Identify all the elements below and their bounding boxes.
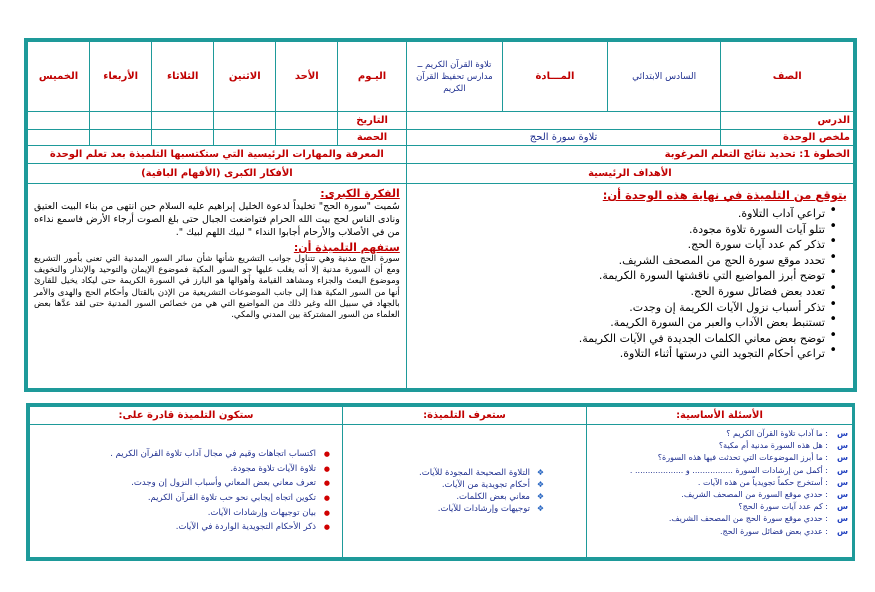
lesson-value [406,112,721,130]
question-marker: س [836,429,848,438]
subject-label: المـــادة [503,42,608,112]
knowledge-item: ❖ توجيهات وإرشادات للآيات. [349,503,544,515]
day-sun: الأحد [276,42,338,112]
day-thu: الخميس [28,42,90,112]
skill-item: ● اكتساب اتجاهات وقيم في مجال آداب تلاوة القرآن الكريم . [36,447,330,462]
day-label: اليـوم [338,42,406,112]
skill-item: ● تلاوة الآيات تلاوة مجودة. [36,462,330,477]
question-item [591,489,848,501]
big-idea-text: سُميت "سورة الحج" تخليداً لدعوة الخليل إبراهيم عليه السلام حين انتهى من بناء البيت العتيق ونادى الناس لحج بيت الله الحرام فتواضعت الجبال حتى بلغ الصوت أرجاء الأرض فاسمع نداءه من في الأصلاب والأرحام أجابوا النداء " لبيك اللهم لبيك ". [34,201,400,238]
question-marker: س [836,526,848,536]
question-marker: س [836,477,848,487]
question-marker: س [836,490,848,500]
objective-item: • تتلو آيات السورة تلاوة مجودة. [413,222,837,238]
skill-item: ● تكوين اتجاه إيجابي نحو حب تلاوة القرآن الكريم. [36,491,330,506]
objective-item: • تراعي أحكام التجويد التي درستها أثناء التلاوة. [413,346,837,362]
question-item [591,465,848,477]
plan-bottom-frame [26,403,855,561]
question-item [591,477,848,489]
objectives-cell [406,184,853,389]
questions-cell [587,425,853,558]
question-item [591,440,848,452]
plan-top-frame [24,38,857,392]
skills-cell [30,425,343,558]
question-marker: س [836,514,848,524]
question-text: : ما أبرز الموضوعات التي تحدثت فيها هذه السورة؟ [657,453,828,463]
knowledge-cell [343,425,587,558]
question-marker: س [836,465,848,475]
skills-list [36,447,336,535]
question-text: : عددي بعض فضائل سورة الحج. [720,526,828,536]
essential-questions-title: الأسئلة الأساسية: [587,407,853,425]
question-marker: س [836,502,848,512]
question-item [591,428,848,440]
day-wed: الأربعاء [90,42,152,112]
knowledge-item: ❖ معاني بعض الكلمات. [349,491,544,503]
question-item [591,452,848,464]
subject-value: تلاوة القرآن الكريم ــ مدارس تحفيظ القرآن الكريم [406,42,502,112]
skill-item: ● بيان توجيهات وإرشادات الآيات. [36,506,330,521]
objectives-list [413,206,847,362]
class-value: السادس الابتدائي [607,42,720,112]
unit-summary-label: ملخص الوحدة [721,130,854,146]
unit-summary-value: تلاوة سورة الحج [406,130,721,146]
class-label: الصف [721,42,854,112]
main-objectives-title: الأهداف الرئيسية [406,164,853,184]
big-idea-heading: الفكرة الكبرى: [320,187,400,200]
knowledge-list [349,467,580,515]
skill-item: ● تعرف معاني بعض المعاني وأسباب النزول إن وجدت. [36,476,330,491]
question-text: : أكمل من إرشادات السورة ................ و ................... . [629,465,828,475]
understand-text: سورة الحج مدنية وهي تتناول جوانب التشريع شأنها شأن سائر السور المدنية التي تعنى بأمور التشريع ومع أن السورة مدنية إلا أنه يغلب عليها جو السور المكية فموضوع الإيمان والتوحيد والإنذار والتخويف وموضوع البعث والجزاء ومشاهد القيامة وأهوالها هو البارز في السورة الكريمة حتى ليكاد يخيل للقارئ أنها من السور المكية هذا إلى جانب الموضوعات التشريعية من الإذن بالقتال وأحكام الحج والهدى والأمر بالجهاد في سبيل الله وغير ذلك من المواضيع التي هي من خصائص السور المدنية حتى لقد عدَّها بعض العلماء من السور المشتركة بين المدني والمكي. [34,254,400,321]
question-item [591,526,848,538]
knowledge-item: ❖ التلاوة الصحيحة المجودة للآيات. [349,467,544,479]
understand-heading: ستفهم التلميذة أن: [293,241,400,254]
objective-item: • تراعي آداب التلاوة. [413,206,837,222]
question-text: : حددي موقع السورة من المصحف الشريف. [681,490,828,500]
period-label: الحصة [338,130,406,146]
questions-table [29,406,853,558]
knowledge-item: ❖ أحكام تجويدية من الآيات. [349,479,544,491]
date-label: التاريخ [338,112,406,130]
question-item [591,501,848,513]
step1-title: الخطوة 1: تحديد نتائج التعلم المرغوبة [406,146,853,164]
objectives-heading: يتوقع من التلميذة في نهاية هذه الوحدة أن: [602,188,847,202]
objective-item: • توضح أبرز المواضيع التي ناقشتها السورة الكريمة. [413,268,837,284]
knowledge-skills-title: المعرفة والمهارات الرئيسية التي ستكتسبها التلميذة بعد تعلم الوحدة [28,146,407,164]
objective-item: • تحدد موقع سورة الحج من المصحف الشريف. [413,253,837,269]
question-text: : كم عدد آيات سورة الحج؟ [738,502,828,512]
objective-item: • تعدد بعض فضائل سورة الحج. [413,284,837,300]
big-idea-cell [28,184,407,389]
student-skills-title: ستكون التلميذة قادرة على: [30,407,343,425]
lesson-label: الدرس [721,112,854,130]
objective-item: • تذكر كم عدد آيات سورة الحج. [413,237,837,253]
lesson-plan-table [27,41,854,389]
question-text: : ما آداب تلاوة القرآن الكريم ؟ [726,429,828,438]
question-marker: س [836,441,848,451]
skill-item: ● ذكر الأحكام التجويدية الواردة في الآيات. [36,520,330,535]
day-tue: الثلاثاء [152,42,214,112]
questions-list [591,428,848,538]
day-mon: الاثنين [214,42,276,112]
question-text: : أستخرج حكماً تجويدياً من هذه الآيات . [697,477,828,487]
big-ideas-title: الأفكار الكبرى (الأفهام الباقية) [28,164,407,184]
objective-item: • توضح بعض معاني الكلمات الجديدة في الآيات الكريمة. [413,331,837,347]
question-marker: س [836,453,848,463]
question-text: : حددي موقع سورة الحج من المصحف الشريف. [668,514,828,524]
question-text: : هل هذه السورة مدنية أم مكية؟ [718,441,828,451]
objective-item: • تستنبط بعض الآداب والعبر من السورة الكريمة. [413,315,837,331]
question-item [591,513,848,525]
objective-item: • تذكر أسباب نزول الآيات الكريمة إن وجدت. [413,300,837,316]
student-knowledge-title: ستعرف التلميذة: [343,407,587,425]
